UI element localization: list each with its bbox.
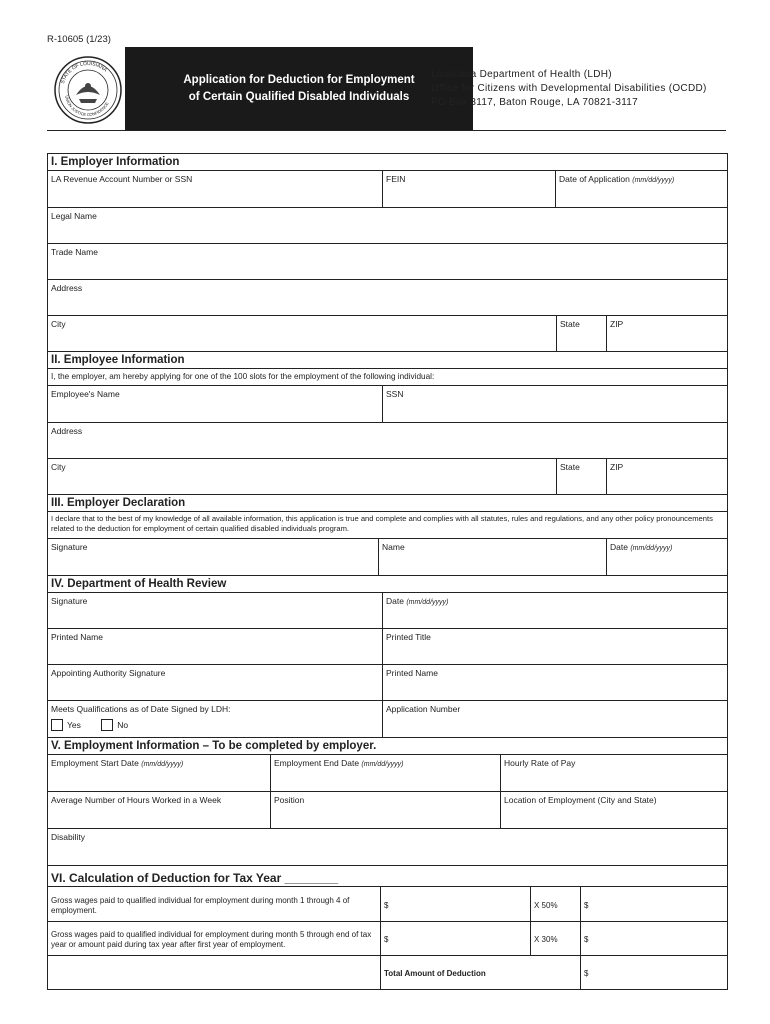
ldh-date-field[interactable]: [383, 593, 727, 628]
employer-city-label: City: [51, 319, 66, 329]
employee-address-label: Address: [51, 426, 83, 436]
title-line-2: of Certain Qualified Disabled Individuals: [188, 90, 410, 103]
section-employer-info-title: I. Employer Information: [48, 154, 727, 171]
position-field[interactable]: [271, 792, 501, 828]
ldh-printed-name-field[interactable]: [48, 629, 383, 664]
no-label: No: [117, 720, 129, 730]
application-form: [47, 153, 728, 990]
yes-label: Yes: [67, 720, 81, 730]
average-hours-label: Average Number of Hours Worked in a Week: [51, 795, 222, 805]
location-field[interactable]: [501, 792, 727, 828]
disability-field[interactable]: [48, 829, 727, 865]
declaration-date-label: Date: [610, 542, 628, 552]
employer-state-label: State: [560, 319, 580, 329]
section-calculation-title: VI. Calculation of Deduction for Tax Year ________: [48, 866, 727, 887]
employee-ssn-label: SSN: [386, 389, 404, 399]
ldh-signature-field[interactable]: [48, 593, 383, 628]
employer-name-field[interactable]: [379, 539, 607, 575]
employee-ssn-field[interactable]: [383, 386, 727, 422]
hourly-rate-field[interactable]: [501, 755, 727, 791]
form-code: R-10605 (1/23): [47, 34, 111, 45]
end-date-label: Employment End Date: [274, 758, 360, 768]
rate-50-label: X 50%: [531, 887, 581, 921]
deduction-30-field[interactable]: [581, 922, 727, 955]
employer-address-label: Address: [51, 283, 83, 293]
employer-state-field[interactable]: [557, 316, 607, 351]
trade-name-field[interactable]: [48, 244, 727, 279]
ldh-signature-label: Signature: [51, 596, 88, 606]
appointing-authority-label: Appointing Authority Signature: [51, 668, 166, 678]
employment-end-date-field[interactable]: [271, 755, 501, 791]
legal-name-label: Legal Name: [51, 211, 97, 221]
employer-name-label: Name: [382, 542, 405, 552]
la-revenue-label: LA Revenue Account Number or SSN: [51, 174, 193, 184]
start-date-label: Employment Start Date: [51, 758, 139, 768]
appointing-printed-name-label: Printed Name: [386, 668, 438, 678]
rate-30-label: X 30%: [531, 922, 581, 955]
employee-address-field[interactable]: [48, 423, 727, 458]
appointing-printed-name-field[interactable]: [383, 665, 727, 700]
location-label: Location of Employment (City and State): [504, 795, 657, 805]
state-seal-icon: [53, 55, 123, 125]
date-format-hint: (mm/dd/yyyy): [361, 761, 404, 768]
appointing-authority-signature-field[interactable]: [48, 665, 383, 700]
meets-qualifications-label: Meets Qualifications as of Date Signed by LDH:: [51, 704, 231, 714]
date-format-hint: (mm/dd/yyyy): [632, 177, 675, 184]
la-revenue-field[interactable]: [48, 171, 383, 207]
seal-text-top: STATE OF LOUISIANA: [59, 60, 108, 85]
ldh-printed-name-label: Printed Name: [51, 632, 103, 642]
fein-field[interactable]: [383, 171, 556, 207]
title-line-1: Application for Deduction for Employment: [183, 73, 415, 86]
employer-signature-field[interactable]: [48, 539, 379, 575]
dollar-sign: $: [384, 900, 389, 910]
qualification-options: [51, 719, 379, 731]
agency-line-3: PO Box 3117, Baton Rouge, LA 70821-3117: [431, 97, 639, 108]
hourly-rate-label: Hourly Rate of Pay: [504, 758, 576, 768]
yes-checkbox[interactable]: [51, 719, 63, 731]
disability-label: Disability: [51, 832, 86, 842]
dollar-sign: $: [584, 900, 589, 910]
application-number-field[interactable]: [383, 701, 727, 737]
employee-city-label: City: [51, 462, 66, 472]
employer-zip-label: ZIP: [610, 319, 624, 329]
wages-month-5-label: Gross wages paid to qualified individual for employment during month 5 through end of tax year or amount paid during tax year after first year of employment.: [48, 922, 381, 955]
section-ldh-review-title: IV. Department of Health Review: [48, 576, 727, 593]
employee-zip-field[interactable]: [607, 459, 727, 494]
section-employment-info-title: V. Employment Information – To be completed by employer.: [48, 738, 727, 755]
ldh-printed-title-field[interactable]: [383, 629, 727, 664]
fein-label: FEIN: [386, 174, 406, 184]
wages-month-1-4-label: Gross wages paid to qualified individual for employment during month 1 through 4 of employment.: [48, 887, 381, 921]
dollar-sign: $: [384, 935, 389, 944]
agency-line-1: Louisiana Department of Health (LDH): [431, 69, 612, 80]
legal-name-field[interactable]: [48, 208, 727, 243]
date-format-hint: (mm/dd/yyyy): [630, 545, 673, 552]
employee-note: I, the employer, am hereby applying for one of the 100 slots for the employment of the following individual:: [48, 369, 727, 386]
total-deduction-field[interactable]: [581, 956, 727, 989]
employer-address-field[interactable]: [48, 280, 727, 315]
agency-line-2: Office for Citizens with Developmental Disabilities (OCDD): [431, 83, 707, 94]
dollar-sign: $: [584, 935, 589, 944]
employer-city-field[interactable]: [48, 316, 557, 351]
employee-name-field[interactable]: [48, 386, 383, 422]
date-of-application-field[interactable]: [556, 171, 727, 207]
employee-city-field[interactable]: [48, 459, 557, 494]
date-of-application-label: Date of Application: [559, 174, 630, 184]
agency-block: [431, 68, 707, 110]
section-employee-info-title: II. Employee Information: [48, 352, 727, 369]
header: [47, 47, 726, 131]
employer-zip-field[interactable]: [607, 316, 727, 351]
employee-name-label: Employee's Name: [51, 389, 120, 399]
employment-start-date-field[interactable]: [48, 755, 271, 791]
meets-qualifications-cell: [48, 701, 383, 737]
average-hours-field[interactable]: [48, 792, 271, 828]
wages-month-5-field[interactable]: [381, 922, 531, 955]
declaration-date-field[interactable]: [607, 539, 727, 575]
total-deduction-label: Total Amount of Deduction: [381, 956, 581, 989]
section-declaration-title: III. Employer Declaration: [48, 495, 727, 512]
ldh-date-label: Date: [386, 596, 404, 606]
blank-cell: [48, 956, 381, 989]
declaration-text: I declare that to the best of my knowledge of all available information, this application is true and complete and complies with all statutes, rules and regulations, and any other policy pronouncements related to the deduction for employment of certain qualified disabled individuals program.: [48, 512, 727, 539]
deduction-50-field[interactable]: [581, 887, 727, 921]
no-checkbox[interactable]: [101, 719, 113, 731]
employee-zip-label: ZIP: [610, 462, 624, 472]
seal-text-bottom: UNION JUSTICE CONFIDENCE: [64, 95, 110, 118]
dollar-sign: $: [584, 969, 589, 978]
trade-name-label: Trade Name: [51, 247, 98, 257]
employer-signature-label: Signature: [51, 542, 88, 552]
ldh-printed-title-label: Printed Title: [386, 632, 431, 642]
position-label: Position: [274, 795, 305, 805]
application-number-label: Application Number: [386, 704, 461, 714]
date-format-hint: (mm/dd/yyyy): [141, 761, 184, 768]
date-format-hint: (mm/dd/yyyy): [406, 599, 449, 606]
form-title: [125, 47, 473, 130]
employee-state-field[interactable]: [557, 459, 607, 494]
employee-state-label: State: [560, 462, 580, 472]
wages-month-1-4-field[interactable]: [381, 887, 531, 921]
